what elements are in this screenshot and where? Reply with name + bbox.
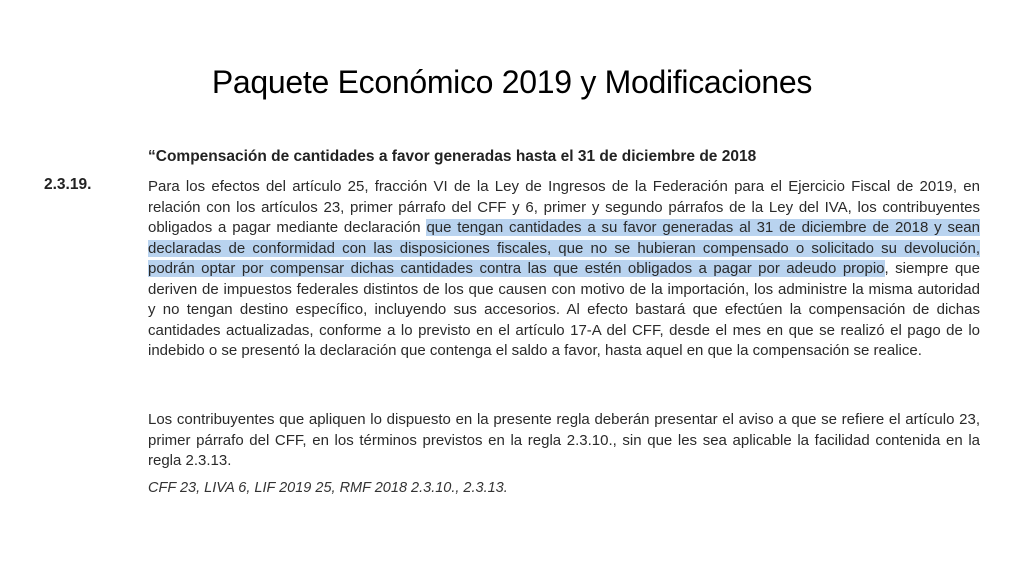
rule-number: 2.3.19. bbox=[44, 176, 92, 193]
slide-title: Paquete Económico 2019 y Modificaciones bbox=[211, 64, 813, 100]
rule-paragraph-2: Los contribuyentes que apliquen lo dispuesto en la presente regla deberán presentar el aviso a que se refiere el artículo 23, primer párrafo del CFF, en los términos previstos en la regla 2.3.10., sin que les sea aplicable la facilidad contenida en la regla 2.3.13. bbox=[148, 411, 980, 469]
paragraph-1-text-start: Para los efectos del artículo 25, fracción VI de la Ley de Ingresos de la Federación para el Ejercicio Fiscal de 2019, en relación con los artículos 23, primer párrafo del CFF y 6, primer y segundo párrafos de la Ley del IVA, los contribuyentes obligados a pagar mediante declaración bbox=[148, 178, 980, 236]
rule-excerpt-image bbox=[40, 142, 980, 502]
highlighted-text: que tengan cantidades a su favor generadas al 31 de diciembre de 2018 y sean declaradas de conformidad con las disposiciones fiscales, que no se hubieran compensado o solicitado su devolución, podrán optar por compensar dichas cantidades contra las que estén obligados a pagar por adeudo propio bbox=[148, 219, 980, 277]
rule-paragraph-1 bbox=[148, 177, 980, 362]
rule-heading: “Compensación de cantidades a favor generadas hasta el 31 de diciembre de 2018 bbox=[148, 148, 757, 165]
legal-references: CFF 23, LIVA 6, LIF 2019 25, RMF 2018 2.3.10., 2.3.13. bbox=[148, 480, 508, 496]
paragraph-1-text-end: , siempre que deriven de impuestos federales distintos de los que causen con motivo de la importación, los administre la misma autoridad y no tengan destino específico, incluyendo sus accesorios. Al efecto bastará que efectúen la compensación de dichas cantidades actualizadas, conforme a lo previsto en el artículo 17-A del CFF, desde el mes en que se realizó el pago de lo indebido o se presentó la declaración que contenga el saldo a favor, hasta aquel en que la compensación se realice. bbox=[148, 260, 980, 359]
